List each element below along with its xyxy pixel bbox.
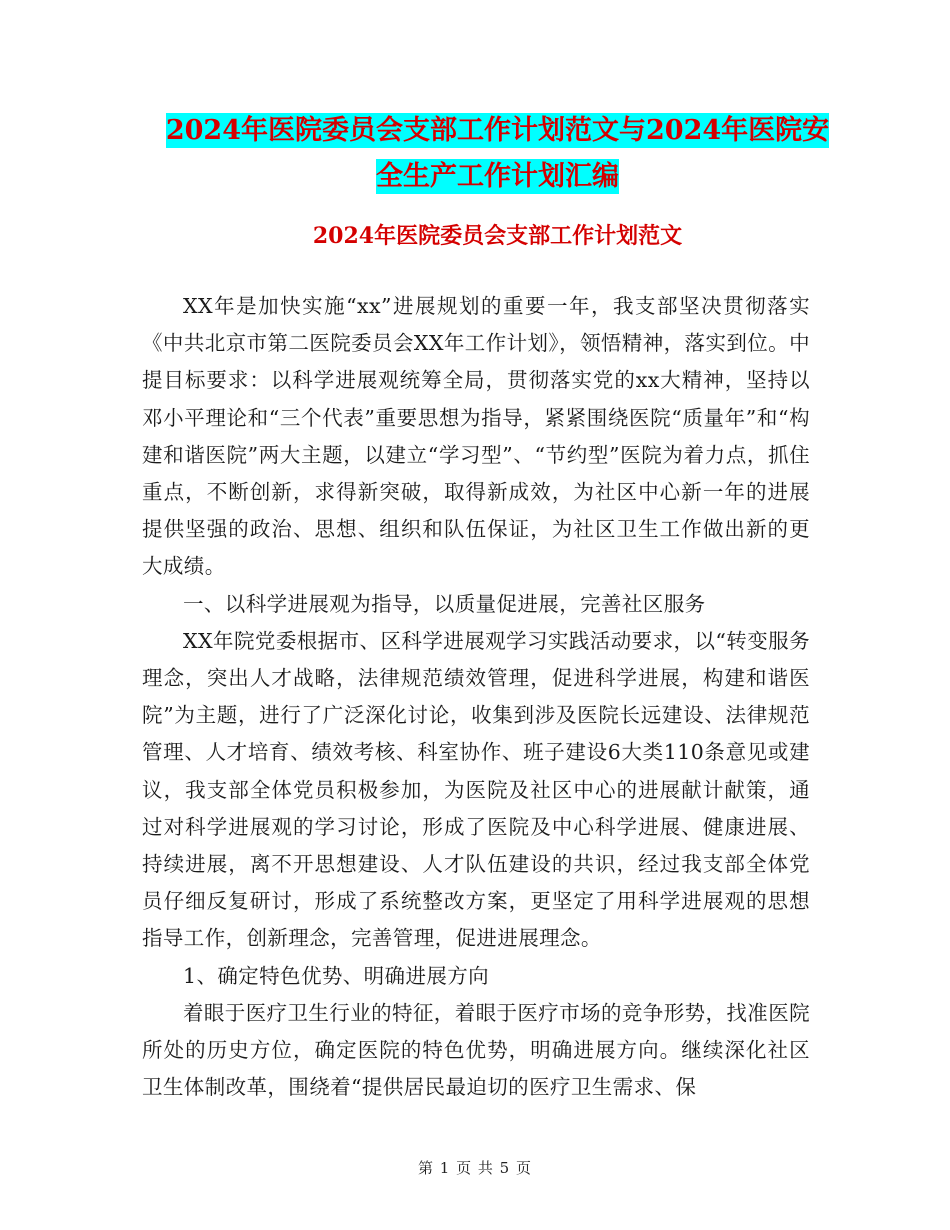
paragraph: 1、确定特色优势、明确进展方向 — [183, 963, 490, 988]
section-title: 2024年医院委员会支部工作计划范文 — [312, 223, 683, 249]
paragraph: XX年院党委根据市、区科学进展观学习实践活动要求，以“转变服务理念，突出人才战略，法律规范绩效管理，促进科学进展，构建和谐医院”为主题，进行了广泛深化讨论，收集到涉及医院长远建设、法律规范管理、人才培育、绩效考核、科室协作、班子建设6大类110条意见或建议，我支部全体党员积极参加，为医院及社区中心的进展献计献策，通过对科学进展观的学习讨论，形成了医院及中心科学进展、健康进展、持续进展，离不开思想建设、人才队伍建设的共识，经过我支部全体党员仔细反复研讨，形成了系统整改方案，更坚定了用科学进展观的思想指导工作，创新理念，完善管理，促进进展理念。 — [142, 628, 810, 951]
paragraph: 着眼于医疗卫生行业的特征，着眼于医疗市场的竞争形势，找准医院所处的历史方位，确定医院的特色优势，明确进展方向。继续深化社区卫生体制改革，围绕着“提供居民最迫切的医疗卫生需求、保 — [142, 1000, 810, 1100]
paragraph: 一、以科学进展观为指导，以质量促进展，完善社区服务 — [183, 591, 706, 616]
document-body — [142, 288, 810, 1106]
document-title — [140, 108, 855, 200]
page-footer: 第 1 页 共 5 页 — [418, 1159, 532, 1177]
paragraph: XX年是加快实施“xx”进展规划的重要一年，我支部坚决贯彻落实《中共北京市第二医院委员会XX年工作计划》，领悟精神，落实到位。中提目标要求：以科学进展观统筹全局，贯彻落实党的xx大精神，坚持以邓小平理论和“三个代表”重要思想为指导，紧紧围绕医院“质量年”和“构建和谐医院”两大主题，以建立“学习型”、“节约型”医院为着力点，抓住重点，不断创新，求得新突破，取得新成效，为社区中心新一年的进展提供坚强的政治、思想、组织和队伍保证，为社区卫生工作做出新的更大成绩。 — [142, 294, 810, 579]
title-line-1: 2024年医院委员会支部工作计划范文与2024年医院安 — [165, 115, 830, 146]
title-line-2: 全生产工作计划汇编 — [376, 161, 619, 192]
